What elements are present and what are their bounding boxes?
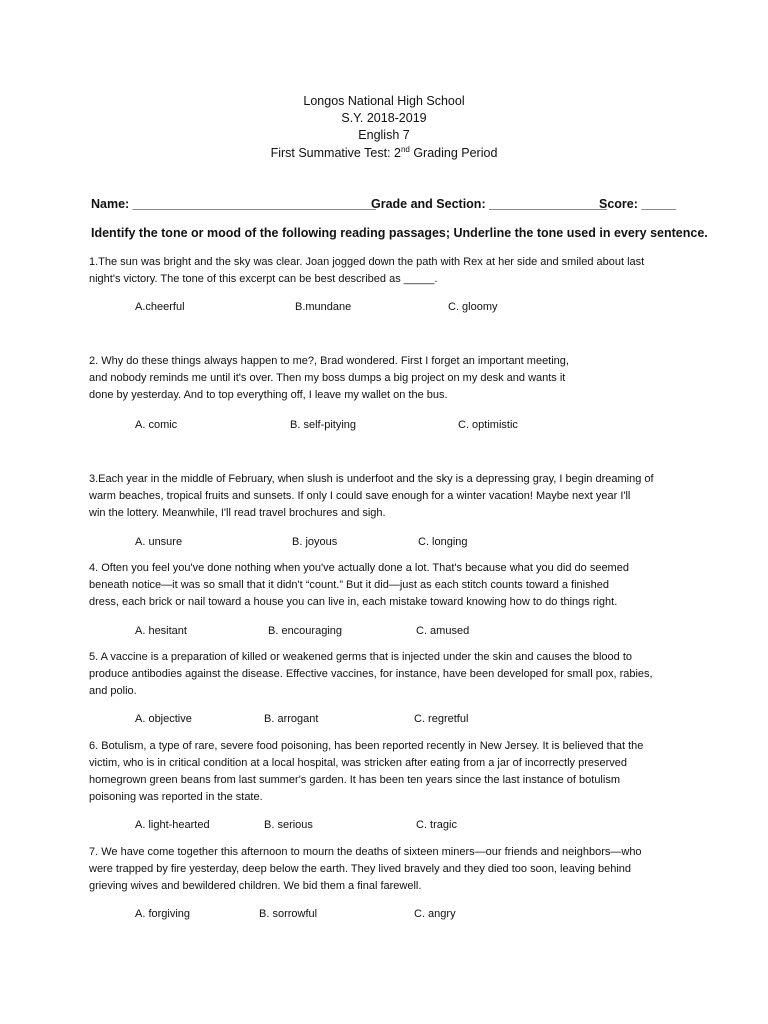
question-3-choice-a[interactable]: A. unsure	[135, 536, 183, 548]
question-5-passage: 5. A vaccine is a preparation of killed or weakened germs that is injected under the skin and causes the blood to produce antibodies against the disease. Effective vaccines, for instance, have been developed for small pox, rabies, and polio.	[89, 651, 653, 697]
question-2-choice-c[interactable]: C. optimistic	[458, 419, 518, 431]
school-year: S.Y. 2018-2019	[341, 111, 427, 125]
name-field[interactable]: Name: ___________________________________	[91, 197, 376, 211]
question-2-passage: 2. Why do these things always happen to me?, Brad wondered. First I forget an important meeting, and nobody reminds me until it's over. Then my boss dumps a big project on my desk and wants it done by yesterday. And to top everything off, I leave my wallet on the bus.	[89, 355, 569, 401]
question-4-choice-a[interactable]: A. hesitant	[135, 625, 187, 637]
question-5-choice-a[interactable]: A. objective	[135, 713, 192, 725]
question-4-passage: 4. Often you feel you've done nothing when you've actually done a lot. That's because what you did do seemed beneath notice—it was so small that it didn't “count.” But it did—just as each stitch counts toward a finished dress, each brick or nail toward a house you can live in, each mistake toward knowing how to do things right.	[89, 562, 629, 608]
question-5-choice-b[interactable]: B. arrogant	[264, 713, 319, 725]
instructions: Identify the tone or mood of the following reading passages; Underline the tone used in every sentence.	[91, 226, 708, 240]
question-7-passage: 7. We have come together this afternoon to mourn the deaths of sixteen miners—our friends and neighbors—who were trapped by fire yesterday, deep below the earth. They lived bravely and they died too soon, leaving behind grieving wives and bewildered children. We bid them a final farewell.	[89, 846, 642, 892]
question-7-choice-c[interactable]: C. angry	[414, 908, 456, 920]
score-field[interactable]: Score: _____	[599, 197, 677, 211]
question-7-choice-b[interactable]: B. sorrowful	[259, 908, 318, 920]
question-5-choice-c[interactable]: C. regretful	[414, 713, 469, 725]
question-2-choice-a[interactable]: A. comic	[135, 419, 178, 431]
question-2-choice-b[interactable]: B. self-pitying	[290, 419, 357, 431]
question-1-choice-a[interactable]: A.cheerful	[135, 301, 185, 313]
question-4-choice-c[interactable]: C. amused	[416, 625, 470, 637]
grade-section-field[interactable]: Grade and Section: _________________	[371, 197, 608, 211]
question-1-choice-c[interactable]: C. gloomy	[448, 301, 498, 313]
question-1-passage: 1.The sun was bright and the sky was clear. Joan jogged down the path with Rex at her side and smiled about last night's victory. The tone of this excerpt can be best described as _____.	[89, 256, 645, 285]
question-3-choice-c[interactable]: C. longing	[418, 536, 468, 548]
question-6-choice-c[interactable]: C. tragic	[416, 819, 457, 831]
question-1-choice-b[interactable]: B.mundane	[295, 301, 352, 313]
test-title: First Summative Test: 2nd Grading Period	[270, 144, 498, 160]
subject-title: English 7	[358, 128, 410, 142]
question-6-choice-b[interactable]: B. serious	[264, 819, 313, 831]
question-3-choice-b[interactable]: B. joyous	[292, 536, 338, 548]
question-6-choice-a[interactable]: A. light-hearted	[135, 819, 210, 831]
question-4-choice-b[interactable]: B. encouraging	[268, 625, 342, 637]
question-6-passage: 6. Botulism, a type of rare, severe food poisoning, has been reported recently in New Jersey. It is believed that the victim, who is in critical condition at a local hospital, was stricken after eating from a jar of incorrectly preserved homegrown green beans from last summer's garden. It has been ten years since the last instance of botulism poisoning was reported in the state.	[89, 740, 644, 803]
question-3-passage: 3.Each year in the middle of February, when slush is underfoot and the sky is a depressing gray, I begin dreaming of warm beaches, tropical fruits and sunsets. If only I could save enough for a winter vacation! Maybe next year I'll win the lottery. Meanwhile, I'll read travel brochures and sigh.	[89, 473, 654, 519]
question-7-choice-a[interactable]: A. forgiving	[135, 908, 191, 920]
school-name: Longos National High School	[303, 94, 465, 108]
